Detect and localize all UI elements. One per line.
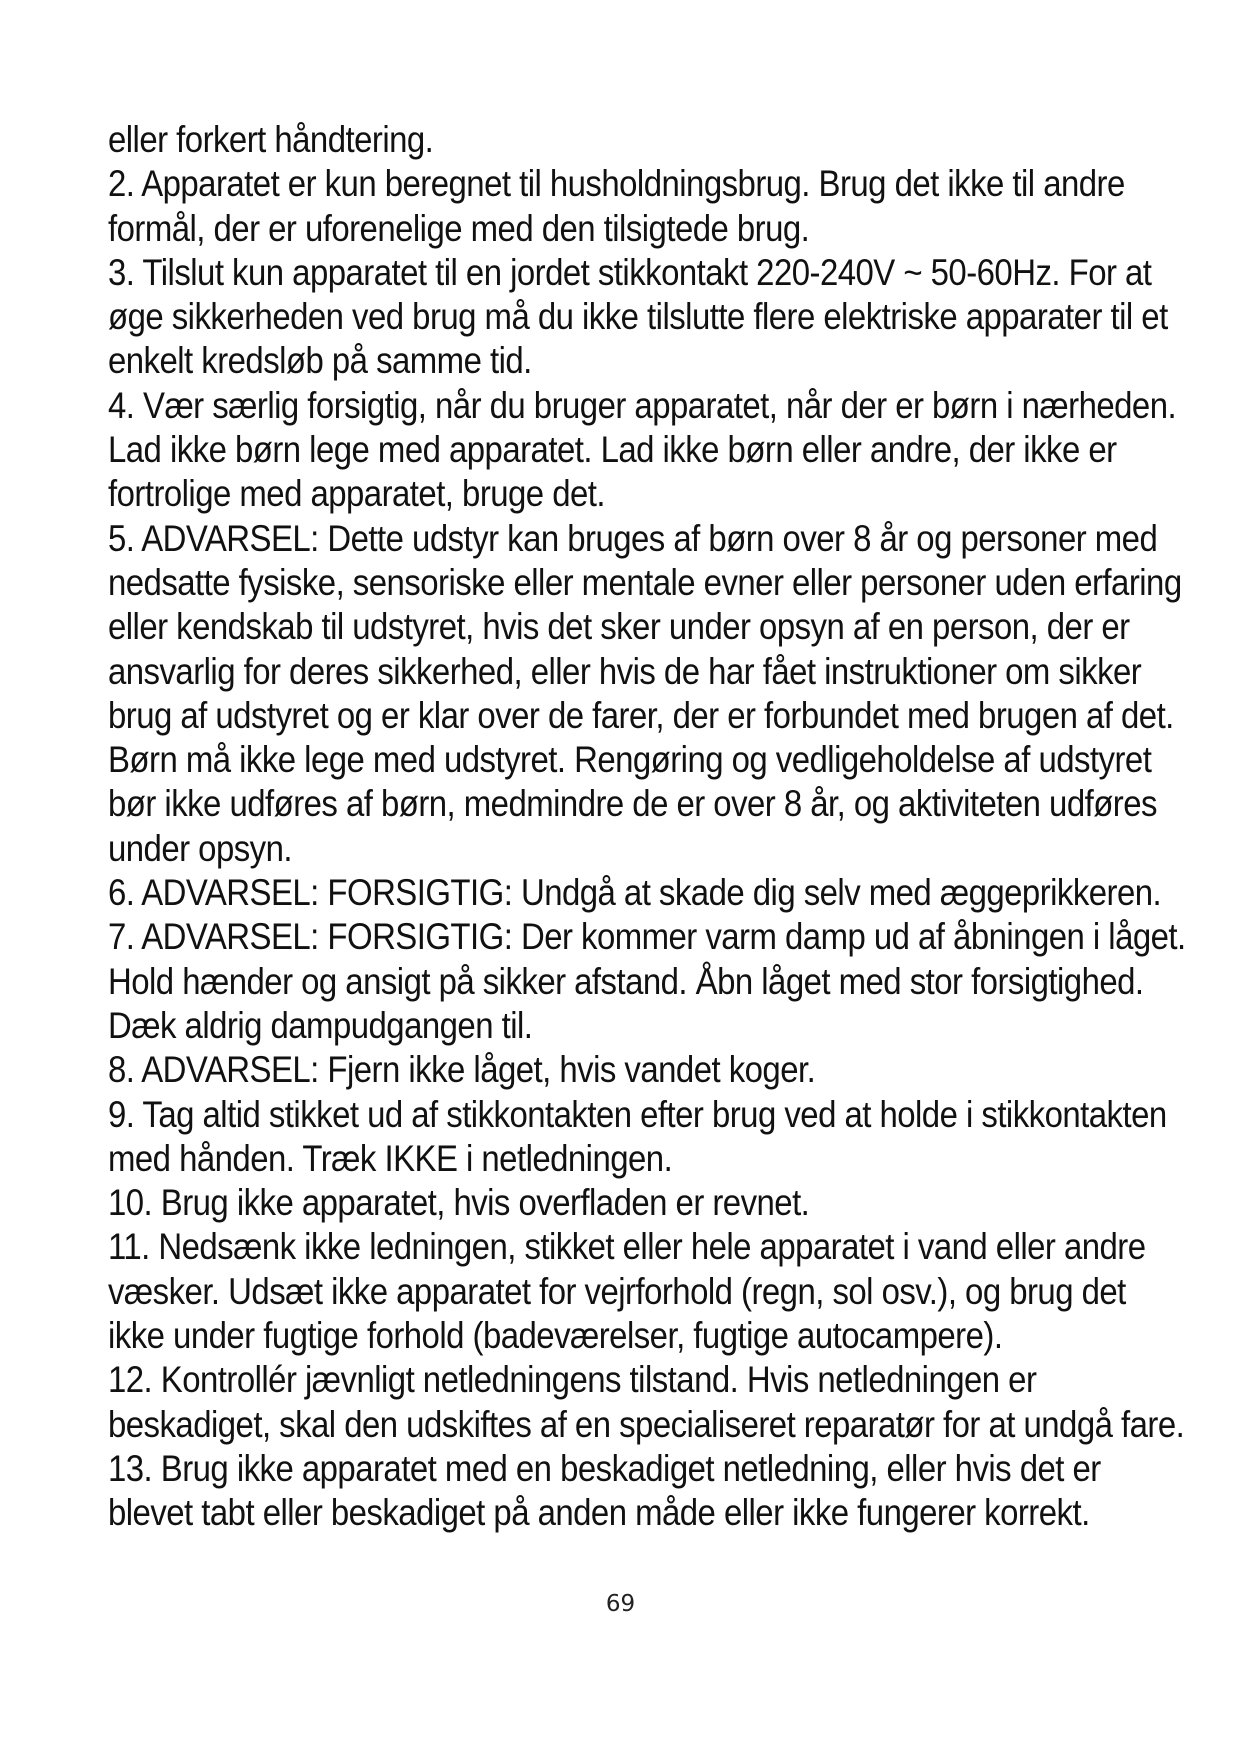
safety-item-5: 5. ADVARSEL: Dette udstyr kan bruges af børn over 8 år og personer med nedsatte fysiske, sensoriske eller mentale evner eller personer uden erfaring eller kendskab til udstyret, hvis det sker under opsyn af en person, der er ansvarlig for deres sikkerhed, eller hvis de har fået instruktioner om sikker brug af udstyret og er klar over de farer, der er forbundet med brugen af det. Børn må ikke lege med udstyret. Rengøring og vedligeholdelse af udstyret bør ikke udføres af børn, medmindre de er over 8 år, og aktiviteten udføres under opsyn. [108,517,1182,869]
safety-item-11: 11. Nedsænk ikke ledningen, stikket eller hele apparatet i vand eller andre væsker. Udsæt ikke apparatet for vejrforhold (regn, sol osv.), og brug det ikke under fugtige forhold (badeværelser, fugtige autocampere). [108,1226,1146,1357]
safety-item-10: 10. Brug ikke apparatet, hvis overfladen er revnet. [108,1182,810,1224]
safety-item-9: 9. Tag altid stikket ud af stikkontakten efter brug ved at holde i stikkontakten med hånden. Træk IKKE i netledningen. [108,1093,1167,1179]
page-number: 69 [605,1591,636,1617]
safety-item-12: 12. Kontrollér jævnligt netledningens tilstand. Hvis netledningen er beskadiget, skal den udskiftes af en specialiseret reparatør for at undgå fare. [108,1359,1185,1445]
safety-item-3: 3. Tilslut kun apparatet til en jordet stikkontakt 220-240V ~ 50-60Hz. For at øge sikkerheden ved brug må du ikke tilslutte flere elektriske apparater til et enkelt kredsløb på samme tid. [108,251,1168,382]
safety-item-2: 2. Apparatet er kun beregnet til husholdningsbrug. Brug det ikke til andre formål, der er uforenelige med den tilsigtede brug. [108,163,1125,249]
paragraph-continuation: eller forkert håndtering. [108,119,434,160]
safety-item-13: 13. Brug ikke apparatet med en beskadiget netledning, eller hvis det er blevet tabt eller beskadiget på anden måde eller ikke fungerer korrekt. [108,1447,1101,1534]
safety-item-4: 4. Vær særlig forsigtig, når du bruger apparatet, når der er børn i nærheden. Lad ikke børn lege med apparatet. Lad ikke børn eller andre, der ikke er fortrolige med apparatet, bruge det. [108,384,1177,515]
instructions-body [108,118,1188,1536]
safety-item-8: 8. ADVARSEL: Fjern ikke låget, hvis vandet koger. [108,1049,816,1091]
safety-item-6: 6. ADVARSEL: FORSIGTIG: Undgå at skade dig selv med æggeprikkeren. [108,872,1162,914]
safety-item-7: 7. ADVARSEL: FORSIGTIG: Der kommer varm damp ud af åbningen i låget. Hold hænder og ansigt på sikker afstand. Åbn låget med stor forsigtighed. Dæk aldrig dampudgangen til. [108,916,1186,1046]
